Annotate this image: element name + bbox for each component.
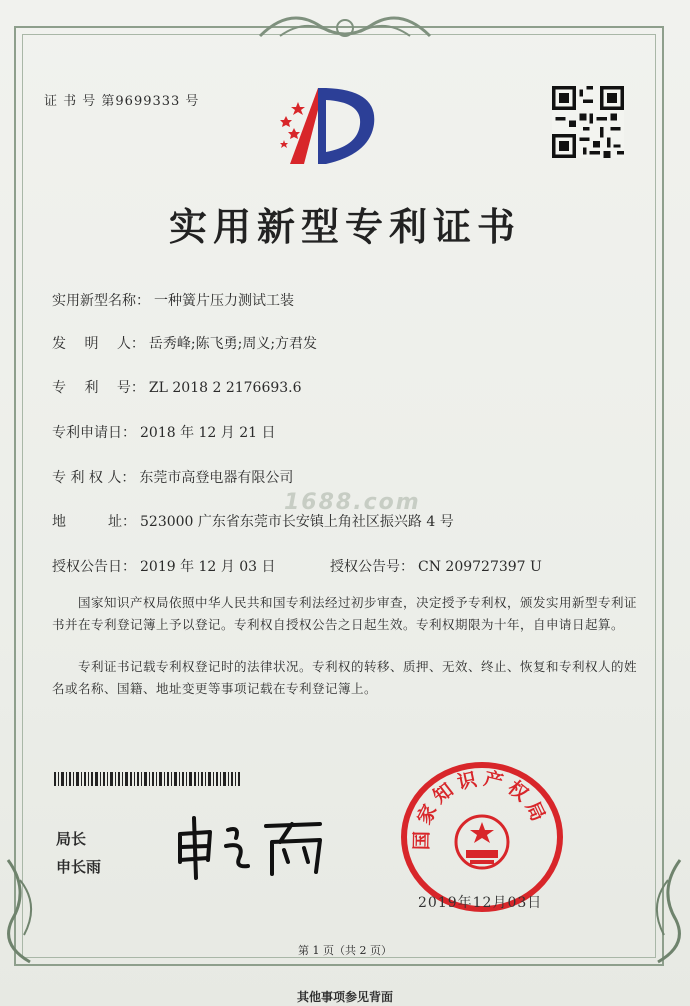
statement-paragraph-1: 国家知识产权局依照中华人民共和国专利法经过初步审查，决定授予专利权，颁发实用新型专利证书并在专利登记簿上予以登记。专利权自授权公告之日起生效。专利权期限为十年，自申请日起算。 <box>52 595 638 632</box>
certificate-title: 实用新型专利证书 <box>168 204 521 249</box>
signature-icon <box>170 812 340 882</box>
address-label: 地 址： <box>52 514 136 530</box>
svg-text:国家知识产权局: 国家知识产权局 <box>410 767 552 851</box>
filing-date-value: 2018 年 12 月 21 日 <box>140 425 276 441</box>
grant-date-label: 授权公告日： <box>52 559 136 575</box>
grant-number-label: 授权公告号： <box>330 559 414 575</box>
grant-date-row <box>52 556 276 576</box>
certificate-number: 证 书 号 第9699333 号 <box>44 94 200 109</box>
inventor-row <box>52 333 317 353</box>
address-row <box>52 511 454 531</box>
filing-date-label: 专利申请日： <box>52 425 136 441</box>
filing-date-row <box>52 422 276 442</box>
patent-number-row <box>52 377 302 397</box>
grant-date-value: 2019 年 12 月 03 日 <box>140 559 276 575</box>
seal-date: 2019年12月03日 <box>418 895 543 911</box>
name-row <box>52 290 294 310</box>
patent-number-value: ZL 2018 2 2176693.6 <box>148 380 302 396</box>
patentee-value: 东莞市高登电器有限公司 <box>139 470 294 486</box>
name-value: 一种簧片压力测试工装 <box>154 293 294 309</box>
director-title: 局长 <box>56 830 87 848</box>
grant-number-value: CN 209727397 U <box>418 559 542 575</box>
inventor-label: 发 明 人： <box>52 336 145 352</box>
director-name: 申长雨 <box>56 858 102 876</box>
watermark: 1688.com <box>284 490 421 515</box>
page-number: 第 1 页（共 2 页） <box>298 944 392 957</box>
name-label: 实用新型名称： <box>52 293 150 309</box>
patentee-row <box>52 467 293 487</box>
statement-paragraph-2: 专利证书记载专利权登记时的法律状况。专利权的转移、质押、无效、终止、恢复和专利权人的姓名或名称、国籍、地址变更等事项记载在专利登记簿上。 <box>52 659 638 696</box>
qr-code-icon <box>552 86 624 158</box>
patentee-label: 专 利 权 人： <box>52 470 136 486</box>
patent-number-label: 专 利 号： <box>52 380 145 396</box>
official-seal-icon <box>400 762 564 912</box>
grant-number-row <box>330 556 542 576</box>
inventor-value: 岳秀峰;陈飞勇;周义;方君发 <box>148 336 318 352</box>
barcode-icon <box>54 772 240 786</box>
top-ornament-icon <box>250 6 440 46</box>
cnipa-logo-icon <box>270 80 390 170</box>
address-value: 523000 广东省东莞市长安镇上角社区振兴路 4 号 <box>140 514 454 530</box>
footer-note: 其他事项参见背面 <box>296 990 393 1004</box>
